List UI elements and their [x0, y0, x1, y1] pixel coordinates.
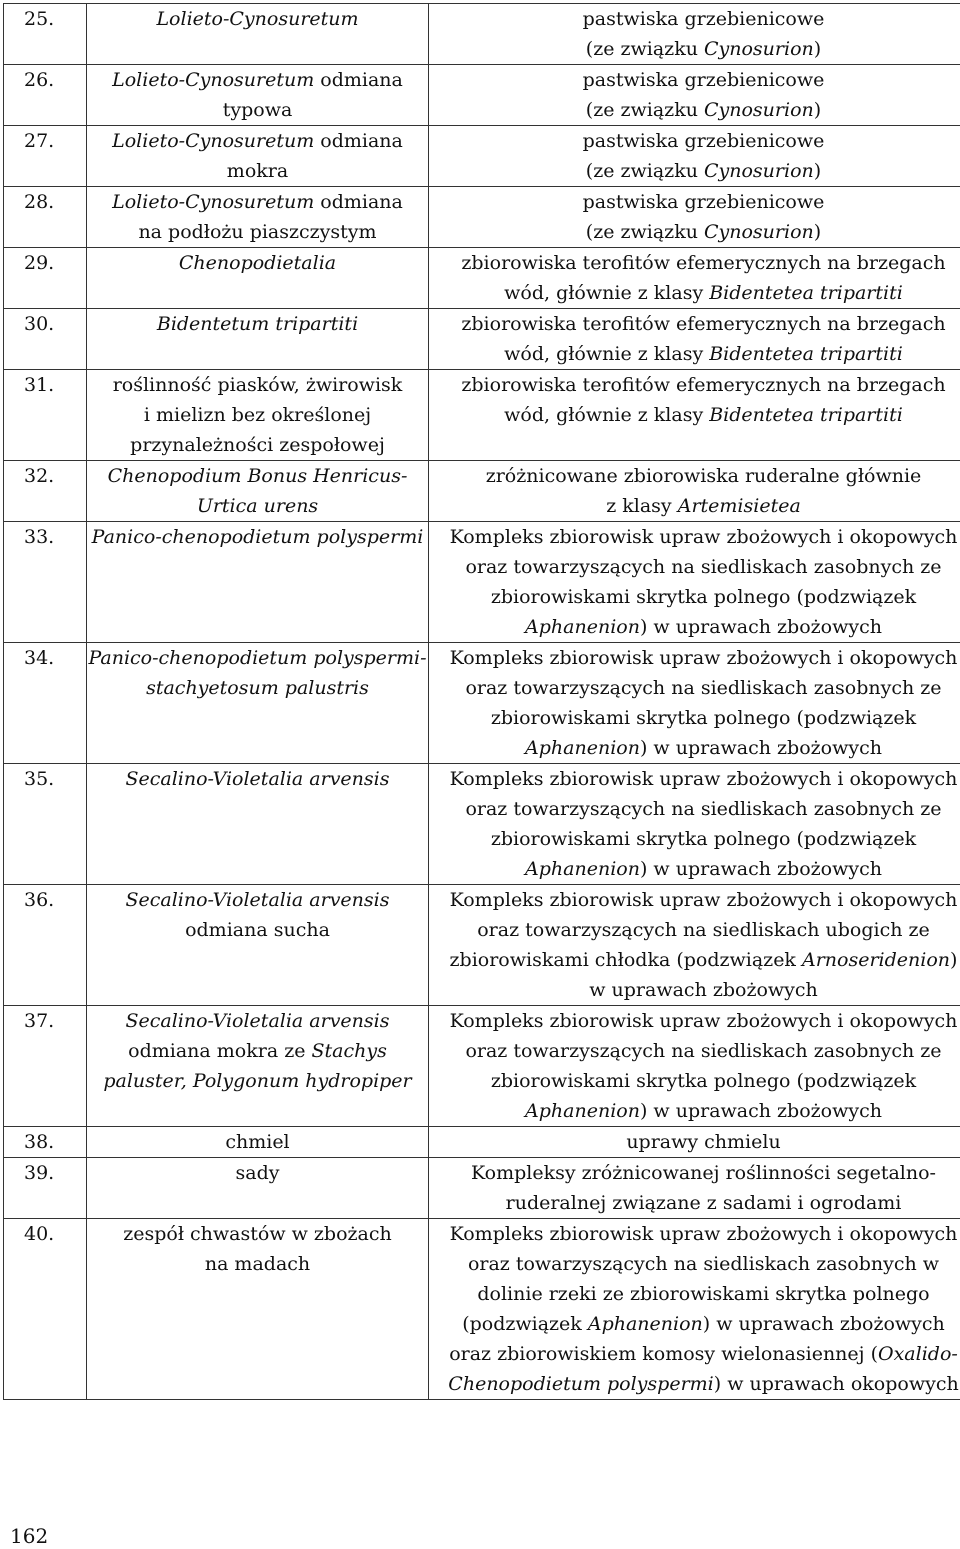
plain-text: Kompleks zbiorowisk upraw zbożowych i okopowych [449, 1223, 958, 1245]
table-row [4, 1219, 960, 1400]
table-row [4, 370, 960, 461]
row-number: 27. [4, 126, 87, 187]
description-line [429, 461, 960, 491]
description-line [429, 522, 960, 552]
table-row [4, 126, 960, 187]
community-name-line [87, 370, 428, 400]
community-name-line [87, 915, 428, 945]
description-line [429, 217, 960, 247]
community-name-line [87, 309, 428, 339]
community-name-cell [87, 643, 429, 764]
row-number: 30. [4, 309, 87, 370]
latin-name-text: Lolieto-Cynosuretum [156, 8, 359, 30]
row-number: 34. [4, 643, 87, 764]
community-name-line [87, 1036, 428, 1066]
description-cell [429, 643, 960, 764]
latin-name-text: Artemisietea [677, 495, 801, 517]
description-cell [429, 309, 960, 370]
plain-text: oraz towarzyszących na siedliskach zasobnych ze [465, 798, 942, 820]
plain-text: ruderalnej związane z sadami i ogrodami [505, 1192, 902, 1214]
plain-text: zbiorowiskami chłodka (podzwiązek [449, 949, 802, 971]
description-line [429, 187, 960, 217]
row-number: 26. [4, 65, 87, 126]
plain-text: i mielizn bez określonej [143, 404, 372, 426]
plain-text: w uprawach zbożowych [589, 979, 818, 1001]
community-name-cell [87, 1219, 429, 1400]
description-line [429, 309, 960, 339]
description-line [429, 1188, 960, 1218]
description-cell [429, 370, 960, 461]
plain-text: zbiorowiskami skrytka polnego (podzwiązek [490, 828, 917, 850]
table-row [4, 764, 960, 885]
row-number: 35. [4, 764, 87, 885]
latin-name-text: Bidentetea tripartiti [709, 282, 903, 304]
description-line [429, 1369, 960, 1399]
community-name-line [87, 217, 428, 247]
description-cell [429, 248, 960, 309]
table-row [4, 187, 960, 248]
community-name-cell [87, 309, 429, 370]
community-name-line [87, 248, 428, 278]
description-line [429, 794, 960, 824]
plain-text: ) [813, 38, 822, 60]
plain-text: dolinie rzeki ze zbiorowiskami skrytka polnego [477, 1283, 930, 1305]
plain-text: ) [813, 221, 822, 243]
description-line [429, 278, 960, 308]
description-cell [429, 522, 960, 643]
community-name-line [87, 65, 428, 95]
community-name-cell [87, 248, 429, 309]
description-line [429, 643, 960, 673]
description-line [429, 1127, 960, 1157]
community-name-cell [87, 1006, 429, 1127]
latin-name-text: Lolieto-Cynosuretum [112, 191, 315, 213]
row-number: 25. [4, 4, 87, 65]
plain-text: Kompleks zbiorowisk upraw zbożowych i okopowych [449, 768, 958, 790]
community-name-line [87, 156, 428, 186]
table-row [4, 4, 960, 65]
table-row [4, 309, 960, 370]
community-name-line [87, 1066, 428, 1096]
community-name-line [87, 1219, 428, 1249]
latin-name-text: Arnoseridenion [802, 949, 951, 971]
community-name-line [87, 187, 428, 217]
plain-text: zbiorowiska terofitów efemerycznych na brzegach [461, 374, 946, 396]
plain-text: pastwiska grzebienicowe [582, 8, 825, 30]
row-number: 36. [4, 885, 87, 1006]
description-cell [429, 885, 960, 1006]
row-number: 28. [4, 187, 87, 248]
table-row [4, 1158, 960, 1219]
community-name-line [87, 95, 428, 125]
description-line [429, 915, 960, 945]
plain-text: ) [813, 99, 822, 121]
plain-text: (ze związku [585, 160, 704, 182]
community-name-line [87, 1127, 428, 1157]
row-number: 32. [4, 461, 87, 522]
community-name-cell [87, 187, 429, 248]
description-line [429, 4, 960, 34]
community-name-line [87, 1006, 428, 1036]
community-name-line [87, 430, 428, 460]
description-line [429, 156, 960, 186]
plain-text: pastwiska grzebienicowe [582, 69, 825, 91]
plain-text: ) w uprawach okopowych [713, 1373, 959, 1395]
latin-name-text: Lolieto-Cynosuretum [112, 130, 315, 152]
latin-name-text: Aphanenion [525, 858, 640, 880]
plain-text: (ze związku [585, 221, 704, 243]
description-line [429, 854, 960, 884]
latin-name-text: Urtica urens [196, 495, 319, 517]
plain-text: (ze związku [585, 99, 704, 121]
description-line [429, 1309, 960, 1339]
plain-text: ) w uprawach zbożowych [639, 737, 882, 759]
latin-name-text: Cynosurion [703, 99, 814, 121]
description-cell [429, 1158, 960, 1219]
latin-name-text: Bidentetea tripartiti [709, 343, 903, 365]
description-line [429, 1158, 960, 1188]
latin-name-text: Lolieto-Cynosuretum [112, 69, 315, 91]
plain-text: zbiorowiskami skrytka polnego (podzwiązek [490, 707, 917, 729]
description-line [429, 34, 960, 64]
description-cell [429, 1006, 960, 1127]
community-name-line [87, 522, 428, 552]
community-name-line [87, 643, 428, 673]
latin-name-text: Aphanenion [525, 616, 640, 638]
table-body [4, 4, 960, 1400]
community-name-cell [87, 1158, 429, 1219]
page-number: 162 [10, 1524, 49, 1548]
community-name-line [87, 491, 428, 521]
plain-text: zróżnicowane zbiorowiska ruderalne głównie [485, 465, 922, 487]
latin-name-text: Cynosurion [703, 221, 814, 243]
description-line [429, 1249, 960, 1279]
description-cell [429, 4, 960, 65]
plain-text: sady [235, 1162, 280, 1184]
description-cell [429, 1127, 960, 1158]
row-number: 33. [4, 522, 87, 643]
community-name-line [87, 1249, 428, 1279]
plain-text: roślinność piasków, żwirowisk [112, 374, 403, 396]
plain-text: zbiorowiska terofitów efemerycznych na brzegach [461, 313, 946, 335]
community-name-line [87, 885, 428, 915]
description-line [429, 612, 960, 642]
table-row [4, 248, 960, 309]
description-cell [429, 65, 960, 126]
plain-text: ) w uprawach zbożowych [639, 616, 882, 638]
latin-name-text: Stachys [311, 1040, 387, 1062]
row-number: 38. [4, 1127, 87, 1158]
community-name-line [87, 4, 428, 34]
description-line [429, 885, 960, 915]
plain-text: oraz towarzyszących na siedliskach zasobnych ze [465, 1040, 942, 1062]
description-line [429, 764, 960, 794]
table-row [4, 1006, 960, 1127]
latin-name-text: Aphanenion [525, 737, 640, 759]
plain-text: zbiorowiskami skrytka polnego (podzwiązek [490, 586, 917, 608]
row-number: 29. [4, 248, 87, 309]
description-line [429, 1066, 960, 1096]
latin-name-text: stachyetosum palustris [146, 677, 369, 699]
community-name-cell [87, 522, 429, 643]
latin-name-text: Cynosurion [703, 160, 814, 182]
plain-text: pastwiska grzebienicowe [582, 130, 825, 152]
description-line [429, 95, 960, 125]
community-name-cell [87, 461, 429, 522]
description-cell [429, 764, 960, 885]
plain-text: odmiana mokra ze [128, 1040, 312, 1062]
vegetation-table [3, 3, 960, 1400]
latin-name-text: Aphanenion [525, 1100, 640, 1122]
description-line [429, 1006, 960, 1036]
plain-text: typowa [222, 99, 293, 121]
latin-name-text: Chenopodietalia [178, 252, 337, 274]
description-line [429, 400, 960, 430]
community-name-cell [87, 65, 429, 126]
description-cell [429, 1219, 960, 1400]
plain-text: odmiana [314, 130, 403, 152]
description-line [429, 1036, 960, 1066]
row-number: 37. [4, 1006, 87, 1127]
plain-text: oraz zbiorowiskiem komosy wielonasiennej ( [449, 1343, 879, 1365]
plain-text: Kompleksy zróżnicowanej roślinności segetalno- [471, 1162, 936, 1184]
community-name-cell [87, 370, 429, 461]
plain-text: zbiorowiskami skrytka polnego (podzwiązek [490, 1070, 917, 1092]
latin-name-text: Panico-chenopodietum polyspermi- [88, 647, 427, 669]
plain-text: oraz towarzyszących na siedliskach ubogich ze [477, 919, 930, 941]
plain-text: przynależności zespołowej [130, 434, 385, 456]
description-cell [429, 461, 960, 522]
latin-name-text: Aphanenion [587, 1313, 703, 1335]
description-line [429, 248, 960, 278]
row-number: 31. [4, 370, 87, 461]
plain-text: odmiana [314, 191, 403, 213]
community-name-line [87, 461, 428, 491]
row-number: 39. [4, 1158, 87, 1219]
plain-text: (ze związku [585, 38, 704, 60]
plain-text: oraz towarzyszących na siedliskach zasobnych ze [465, 556, 942, 578]
description-line [429, 975, 960, 1005]
latin-name-text: Chenopodietum polyspermi [448, 1373, 714, 1395]
plain-text: oraz towarzyszących na siedliskach zasobnych ze [465, 677, 942, 699]
latin-name-text: Bidentetea tripartiti [709, 404, 903, 426]
description-line [429, 1279, 960, 1309]
latin-name-text: Panico-chenopodietum polyspermi [91, 526, 424, 548]
plain-text: wód, głównie z klasy [504, 343, 710, 365]
plain-text: z klasy [606, 495, 678, 517]
latin-name-text: Chenopodium Bonus Henricus- [107, 465, 408, 487]
table-row [4, 885, 960, 1006]
community-name-cell [87, 764, 429, 885]
community-name-line [87, 1158, 428, 1188]
description-line [429, 370, 960, 400]
description-line [429, 552, 960, 582]
description-line [429, 1219, 960, 1249]
description-line [429, 824, 960, 854]
latin-name-text: Secalino-Violetalia arvensis [125, 1010, 390, 1032]
plain-text: chmiel [225, 1131, 290, 1153]
plain-text: ) w uprawach zbożowych [639, 858, 882, 880]
description-line [429, 65, 960, 95]
community-name-line [87, 126, 428, 156]
community-name-cell [87, 4, 429, 65]
description-cell [429, 187, 960, 248]
plain-text: oraz towarzyszących na siedliskach zasobnych w [467, 1253, 940, 1275]
description-line [429, 491, 960, 521]
description-line [429, 673, 960, 703]
plain-text: uprawy chmielu [626, 1131, 781, 1153]
community-name-line [87, 673, 428, 703]
plain-text: wód, głównie z klasy [504, 404, 710, 426]
plain-text: odmiana sucha [185, 919, 330, 941]
latin-name-text: Cynosurion [703, 38, 814, 60]
table-row [4, 65, 960, 126]
community-name-cell [87, 1127, 429, 1158]
table-row [4, 461, 960, 522]
description-cell [429, 126, 960, 187]
plain-text: ) [813, 160, 822, 182]
latin-name-text: Oxalido- [878, 1343, 958, 1365]
latin-name-text: Secalino-Violetalia arvensis [125, 768, 390, 790]
latin-name-text: paluster, Polygonum hydropiper [103, 1070, 412, 1092]
community-name-line [87, 764, 428, 794]
description-line [429, 339, 960, 369]
table-row [4, 522, 960, 643]
community-name-cell [87, 885, 429, 1006]
plain-text: Kompleks zbiorowisk upraw zbożowych i okopowych [449, 647, 958, 669]
row-number: 40. [4, 1219, 87, 1400]
plain-text: zespół chwastów w zbożach [123, 1223, 392, 1245]
community-name-line [87, 400, 428, 430]
plain-text: ) w uprawach zbożowych [639, 1100, 882, 1122]
description-line [429, 733, 960, 763]
plain-text: ) w uprawach zbożowych [702, 1313, 945, 1335]
plain-text: na podłożu piaszczystym [138, 221, 377, 243]
plain-text: Kompleks zbiorowisk upraw zbożowych i okopowych [449, 526, 958, 548]
description-line [429, 703, 960, 733]
plain-text: ) [950, 949, 958, 971]
community-name-cell [87, 126, 429, 187]
plain-text: (podzwiązek [462, 1313, 588, 1335]
table-row [4, 643, 960, 764]
description-line [429, 945, 960, 975]
description-line [429, 1096, 960, 1126]
plain-text: na madach [204, 1253, 311, 1275]
description-line [429, 1339, 960, 1369]
plain-text: odmiana [314, 69, 403, 91]
description-line [429, 126, 960, 156]
plain-text: Kompleks zbiorowisk upraw zbożowych i okopowych [449, 889, 958, 911]
latin-name-text: Secalino-Violetalia arvensis [125, 889, 390, 911]
plain-text: wód, głównie z klasy [504, 282, 710, 304]
description-line [429, 582, 960, 612]
table-row [4, 1127, 960, 1158]
plain-text: mokra [226, 160, 289, 182]
plain-text: pastwiska grzebienicowe [582, 191, 825, 213]
latin-name-text: Bidentetum tripartiti [156, 313, 359, 335]
plain-text: Kompleks zbiorowisk upraw zbożowych i okopowych [449, 1010, 958, 1032]
plain-text: zbiorowiska terofitów efemerycznych na brzegach [461, 252, 946, 274]
